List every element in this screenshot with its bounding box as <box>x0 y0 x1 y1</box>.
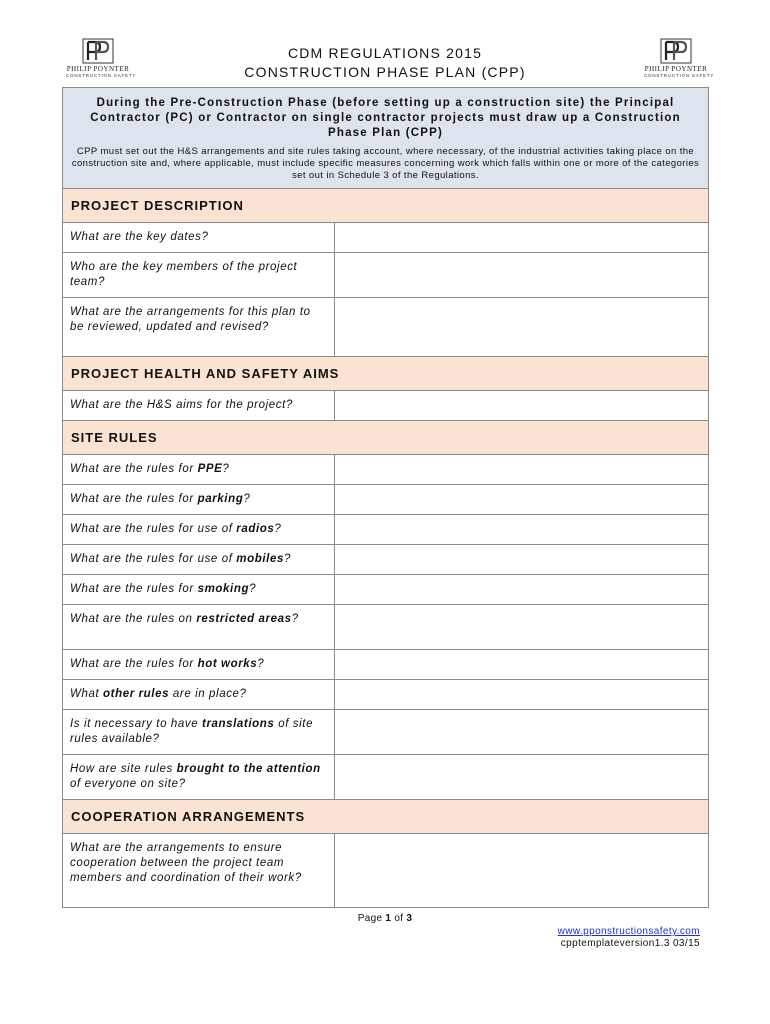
question-cooperation: What are the arrangements to ensure cooperation between the project team members and coordination of their work? <box>63 834 335 908</box>
question-restricted-areas <box>63 605 335 650</box>
question-row <box>63 391 709 421</box>
question-plan-review: What are the arrangements for this plan to be reviewed, updated and revised? <box>63 298 335 357</box>
question-row <box>63 650 709 680</box>
answer-ppe[interactable] <box>335 455 709 485</box>
logo-subtitle: CONSTRUCTION SAFETY <box>644 73 715 78</box>
intro-box <box>63 88 709 189</box>
question-text: ? <box>291 613 299 625</box>
answer-parking[interactable] <box>335 485 709 515</box>
question-text: ? <box>249 583 257 595</box>
section-row <box>63 189 709 223</box>
question-keyword: translations <box>202 718 275 730</box>
question-translations <box>63 710 335 755</box>
section-title: COOPERATION ARRANGEMENTS <box>71 808 306 824</box>
question-text: Is it necessary to have <box>70 718 203 730</box>
question-text: What are the rules for use of <box>70 523 237 535</box>
answer-smoking[interactable] <box>335 575 709 605</box>
page-number <box>0 913 770 924</box>
title-line-1: CDM REGULATIONS 2015 <box>287 45 483 61</box>
question-row <box>63 680 709 710</box>
question-row <box>63 545 709 575</box>
question-row <box>63 485 709 515</box>
answer-key-dates[interactable] <box>335 223 709 253</box>
logo-subtitle: CONSTRUCTION SAFETY <box>66 73 137 78</box>
cpp-form-table <box>62 87 709 908</box>
question-text: How are site rules <box>70 763 177 775</box>
company-logo-left <box>66 38 137 78</box>
question-team-members: Who are the key members of the project team? <box>63 253 335 298</box>
question-text: What <box>70 688 104 700</box>
section-header-project-description <box>63 189 709 223</box>
question-mobiles <box>63 545 335 575</box>
title-line-2: CONSTRUCTION PHASE PLAN (CPP) <box>244 64 526 80</box>
answer-mobiles[interactable] <box>335 545 709 575</box>
question-text: of site rules available? <box>70 718 314 745</box>
answer-plan-review[interactable] <box>335 298 709 357</box>
section-row <box>63 357 709 391</box>
answer-translations[interactable] <box>335 710 709 755</box>
question-keyword: restricted areas <box>196 613 292 625</box>
section-header-health-safety <box>63 357 709 391</box>
question-row <box>63 605 709 650</box>
question-ppe <box>63 455 335 485</box>
question-text: ? <box>243 493 251 505</box>
logo-wordmark: PHILIP POYNTER <box>644 65 708 73</box>
answer-hot-works[interactable] <box>335 650 709 680</box>
page-total: 3 <box>406 913 413 924</box>
website-link[interactable]: www.pponstructionsafety.com <box>557 926 700 937</box>
question-keyword: brought to the attention <box>176 763 321 775</box>
answer-cooperation[interactable] <box>335 834 709 908</box>
answer-other-rules[interactable] <box>335 680 709 710</box>
question-text: What are the rules for <box>70 658 198 670</box>
question-keyword: mobiles <box>236 553 284 565</box>
document-title <box>190 44 580 82</box>
answer-radios[interactable] <box>335 515 709 545</box>
question-text: What are the rules for <box>70 583 198 595</box>
question-text: ? <box>257 658 265 670</box>
section-title: SITE RULES <box>71 429 158 445</box>
question-key-dates: What are the key dates? <box>63 223 335 253</box>
question-keyword: radios <box>236 523 275 535</box>
pp-monogram-icon <box>82 38 114 64</box>
question-text: What are the rules for <box>70 493 198 505</box>
logo-wordmark: PHILIP POYNTER <box>66 65 130 73</box>
question-text: ? <box>283 553 291 565</box>
answer-team-members[interactable] <box>335 253 709 298</box>
question-keyword: other rules <box>103 688 170 700</box>
question-text: ? <box>274 523 282 535</box>
intro-heading: During the Pre-Construction Phase (before setting up a construction site) the Principal Contractor (PC) or Contractor on single contractor projects must draw up a Construction Phase Plan (CPP) <box>90 97 681 139</box>
question-row <box>63 455 709 485</box>
question-hs-aims: What are the H&S aims for the project? <box>63 391 335 421</box>
question-row <box>63 515 709 545</box>
question-row <box>63 834 709 908</box>
section-title: PROJECT HEALTH AND SAFETY AIMS <box>71 365 340 381</box>
section-title: PROJECT DESCRIPTION <box>71 197 244 213</box>
question-attention <box>63 755 335 800</box>
page-prefix: Page <box>357 913 386 924</box>
question-other-rules <box>63 680 335 710</box>
question-text: What are the rules for use of <box>70 553 237 565</box>
question-radios <box>63 515 335 545</box>
question-row <box>63 253 709 298</box>
question-smoking <box>63 575 335 605</box>
company-logo-right <box>644 38 715 78</box>
answer-attention[interactable] <box>335 755 709 800</box>
section-header-site-rules <box>63 421 709 455</box>
question-keyword: hot works <box>197 658 258 670</box>
question-text: are in place? <box>169 688 247 700</box>
question-row <box>63 223 709 253</box>
question-keyword: smoking <box>197 583 250 595</box>
template-version: cpptemplateversion1.3 03/15 <box>560 938 700 949</box>
section-row <box>63 800 709 834</box>
question-row <box>63 298 709 357</box>
intro-body: CPP must set out the H&S arrangements and site rules taking account, where necessary, of the industrial activities taking place on the construction site and, where applicable, must include specific measures concerning work which falls within one or more of the categories set out in Schedule 3 of the Regulations. <box>71 146 700 181</box>
question-parking <box>63 485 335 515</box>
question-row <box>63 755 709 800</box>
question-row <box>63 575 709 605</box>
question-text: What are the rules on <box>70 613 197 625</box>
page-mid: of <box>391 913 407 924</box>
question-row <box>63 710 709 755</box>
question-keyword: PPE <box>197 463 223 475</box>
question-text: of everyone on site? <box>70 778 186 790</box>
page-current: 1 <box>385 913 392 924</box>
answer-restricted-areas[interactable] <box>335 605 709 650</box>
question-hot-works <box>63 650 335 680</box>
intro-row <box>63 88 709 189</box>
section-row <box>63 421 709 455</box>
section-header-cooperation <box>63 800 709 834</box>
question-text: What are the rules for <box>70 463 198 475</box>
question-keyword: parking <box>197 493 244 505</box>
answer-hs-aims[interactable] <box>335 391 709 421</box>
pp-monogram-icon <box>660 38 692 64</box>
question-text: ? <box>222 463 230 475</box>
